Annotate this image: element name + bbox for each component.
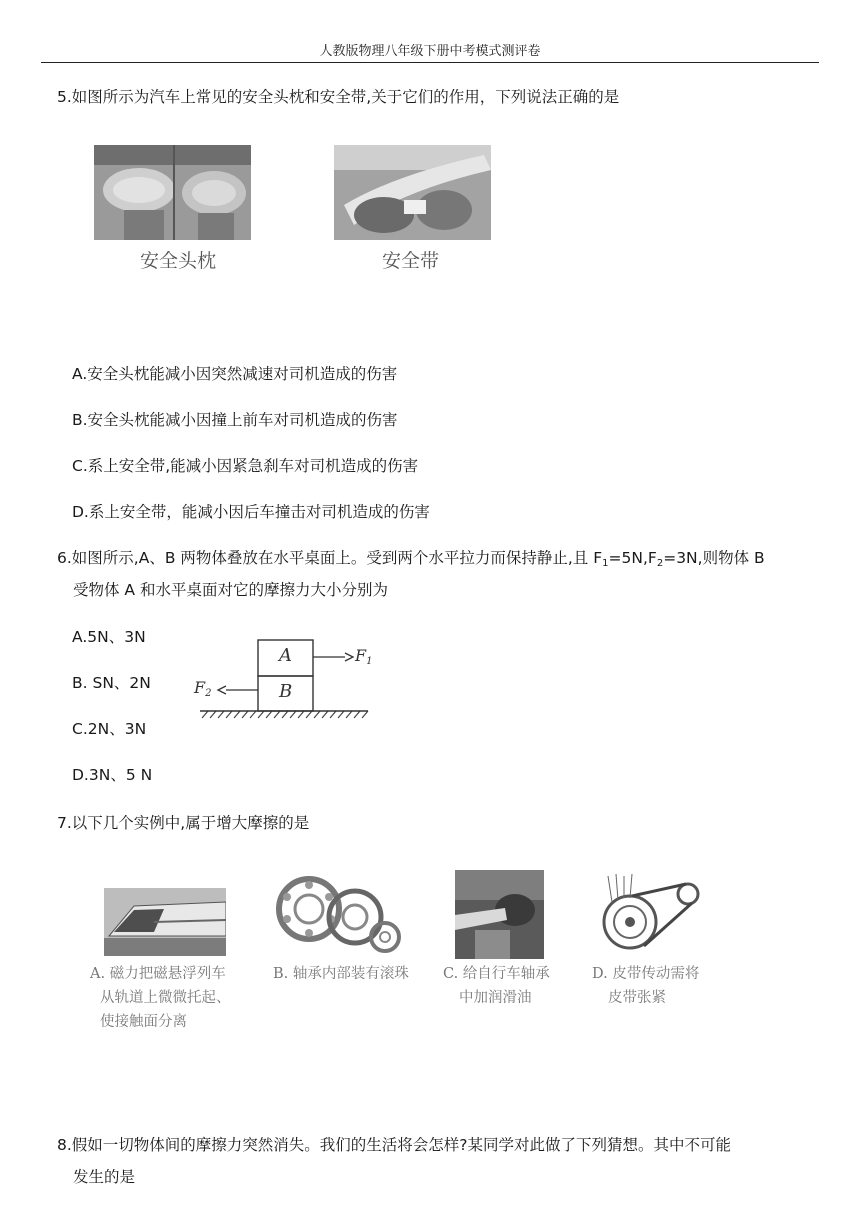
- q7-caption-d-line1: D. 皮带传动需将: [592, 966, 700, 982]
- block-a-label: A: [279, 645, 292, 666]
- blocks-diagram: [190, 630, 380, 725]
- q6-option-d: D.3N、5 N: [72, 766, 153, 784]
- q5-option-c: C.系上安全带,能减小因紧急刹车对司机造成的伤害: [72, 457, 419, 475]
- q6-option-a: A.5N、3N: [72, 628, 146, 646]
- q6-stem-pre: 6.如图所示,A、B 两物体叠放在水平桌面上。受到两个水平拉力而保持静止,且 F: [57, 549, 603, 567]
- q7-caption-c-line1: C. 给自行车轴承: [443, 966, 550, 982]
- q7-caption-a-line2: 从轨道上微微托起、: [100, 990, 231, 1006]
- q7-caption-c-line2: 中加润滑油: [459, 990, 532, 1006]
- q5-stem: 5.如图所示为汽车上常见的安全头枕和安全带,关于它们的作用，下列说法正确的是: [57, 88, 620, 106]
- belt-drive-image: [600, 872, 704, 958]
- force-f1-sub: 1: [366, 656, 373, 667]
- q7-caption-a-line1: A. 磁力把磁悬浮列车: [90, 966, 226, 982]
- q8-stem-line1: 8.假如一切物体间的摩擦力突然消失。我们的生活将会怎样?某同学对此做了下列猜想。其中不可能: [57, 1136, 732, 1154]
- seatbelt-caption: 安全带: [382, 250, 440, 272]
- header-rule: [41, 62, 819, 63]
- q6-option-c: C.2N、3N: [72, 720, 147, 738]
- seatbelt-photo: [334, 145, 491, 240]
- q7-caption-d-line2: 皮带张紧: [608, 990, 666, 1006]
- q6-option-b: B. SN、2N: [72, 674, 151, 692]
- q7-stem: 7.以下几个实例中,属于增大摩擦的是: [57, 814, 310, 832]
- force-f1-label: [355, 646, 372, 667]
- headrest-caption: 安全头枕: [140, 250, 217, 272]
- q7-caption-b: [273, 962, 409, 986]
- maglev-train-image: [104, 888, 226, 956]
- block-b-label: B: [279, 681, 293, 702]
- q5-option-b: B.安全头枕能减小因撞上前车对司机造成的伤害: [72, 411, 398, 429]
- q6-stem-post: =3N,则物体 B: [663, 549, 765, 567]
- q8-stem-line2: 发生的是: [73, 1168, 136, 1186]
- bicycle-oil-image: [455, 870, 544, 959]
- q6-sub2: 2: [656, 558, 664, 569]
- q6-sub1: 1: [602, 558, 609, 569]
- q7-caption-b-line1: B. 轴承内部装有滚珠: [273, 966, 409, 982]
- q7-caption-a: [90, 962, 231, 1034]
- q6-stem-line2: 受物体 A 和水平桌面对它的摩擦力大小分别为: [73, 581, 388, 599]
- q6-stem-line1: [57, 547, 765, 575]
- q5-option-d: D.系上安全带，能减小因后车撞击对司机造成的伤害: [72, 503, 430, 521]
- force-f2-letter: F: [194, 678, 206, 697]
- q6-stem-mid: =5N,F: [608, 549, 657, 567]
- page-header: 人教版物理八年级下册中考模式测评卷: [319, 44, 541, 59]
- q7-caption-d: [592, 962, 699, 1010]
- q7-caption-a-line3: 使接触面分离: [100, 1014, 187, 1030]
- bearing-image: [273, 873, 401, 959]
- force-f1-letter: F: [355, 646, 367, 665]
- force-f2-label: [194, 678, 211, 699]
- q5-option-a: A.安全头枕能减小因突然减速对司机造成的伤害: [72, 365, 398, 383]
- headrest-photo: [94, 145, 251, 240]
- force-f2-sub: 2: [205, 688, 212, 699]
- q7-caption-c: [443, 962, 550, 1010]
